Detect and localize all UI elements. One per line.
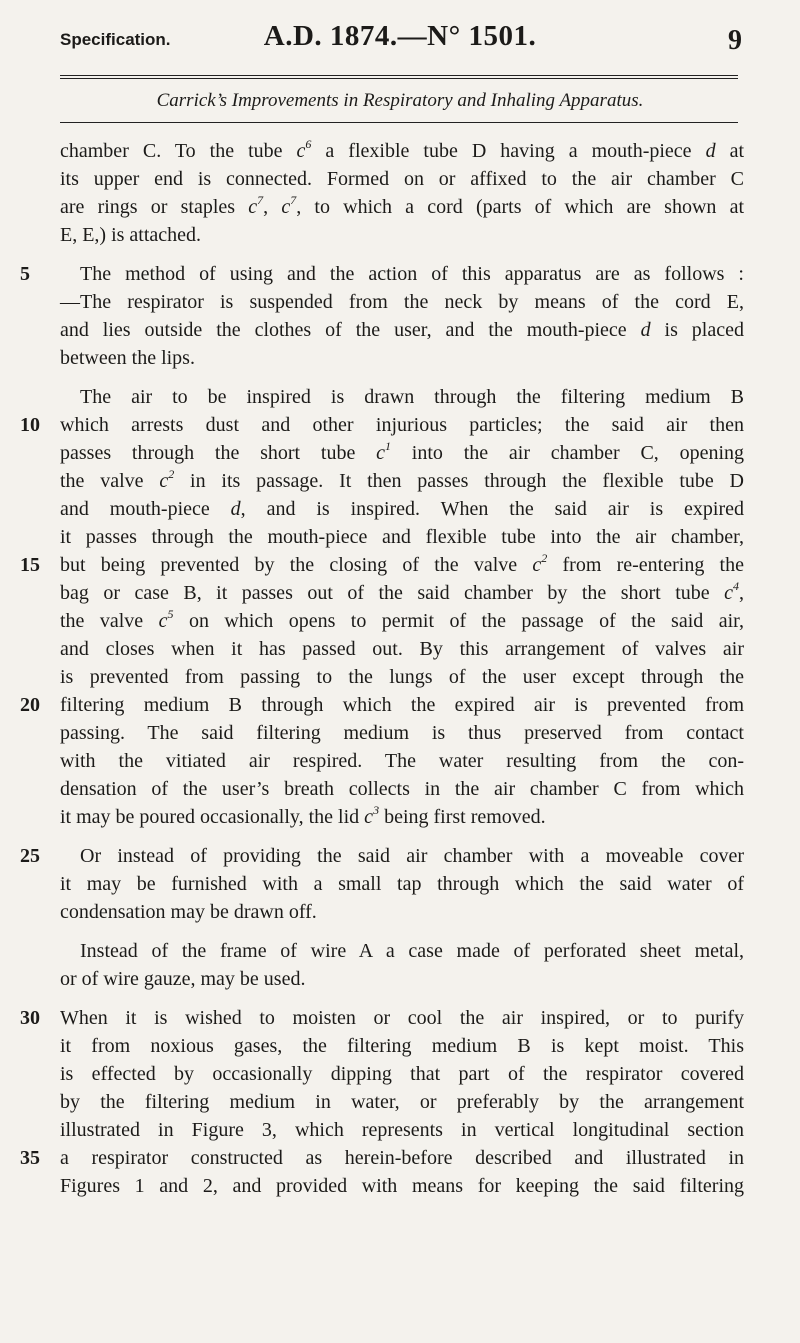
text-line: is prevented from passing to the lungs of the user except through the	[60, 666, 744, 688]
text-line: Figures 1 and 2, and provided with means for keeping the said filtering	[60, 1175, 744, 1197]
text-line: it may be furnished with a small tap through which the said water of	[60, 873, 744, 895]
header-specification-label: Specification.	[60, 30, 171, 49]
text-line: and lies outside the clothes of the user, and the mouth-piece d is placed	[60, 319, 744, 341]
text-line: Instead of the frame of wire A a case made of perforated sheet metal,	[80, 940, 744, 962]
text-line: and closes when it has passed out. By this arrangement of valves air	[60, 638, 744, 660]
text-line: it may be poured occasionally, the lid $c^3$ being first removed.	[60, 803, 546, 828]
text-line: it passes through the mouth-piece and flexible tube into the air chamber,	[60, 526, 744, 548]
text-line: is effected by occasionally dipping that part of the respirator covered	[60, 1063, 744, 1085]
text-line: When it is wished to moisten or cool the air inspired, or to purify	[60, 1007, 744, 1029]
margin-line-number: 5	[20, 263, 30, 285]
text-line: with the vitiated air respired. The water resulting from the con-	[60, 750, 744, 772]
text-line: passes through the short tube $c^1$ into the air chamber C, opening	[60, 439, 744, 464]
margin-line-number: 25	[20, 845, 40, 867]
margin-line-number: 20	[20, 694, 40, 716]
header-patent-number: A.D. 1874.—N° 1501.	[263, 20, 537, 52]
text-line: illustrated in Figure 3, which represents in vertical longitudinal section	[60, 1119, 744, 1141]
margin-line-number: 35	[20, 1147, 40, 1169]
margin-line-number: 10	[20, 414, 40, 436]
text-line: a respirator constructed as herein-before described and illustrated in	[60, 1147, 744, 1169]
margin-line-number: 30	[20, 1007, 40, 1029]
text-line: filtering medium B through which the expired air is prevented from	[60, 694, 744, 716]
text-line: but being prevented by the closing of the valve $c^2$ from re-entering the	[60, 551, 744, 576]
header-rule-top-inner	[60, 78, 738, 79]
text-line: passing. The said filtering medium is thus preserved from contact	[60, 722, 744, 744]
text-line: are rings or staples $c^7$, $c^7$, to which a cord (parts of which are shown at	[60, 193, 745, 218]
text-line: the valve $c^2$ in its passage. It then passes through the flexible tube D	[60, 467, 745, 492]
header-rule-bottom	[60, 122, 738, 123]
text-line: —The respirator is suspended from the neck by means of the cord E,	[60, 291, 744, 313]
text-line: densation of the user’s breath collects in the air chamber C from which	[60, 778, 744, 800]
running-title: Carrick’s Improvements in Respiratory and Inhaling Apparatus.	[156, 90, 644, 111]
text-line: The air to be inspired is drawn through the filtering medium B	[80, 386, 744, 408]
text-line: which arrests dust and other injurious particles; the said air then	[60, 414, 744, 436]
header-rule-top	[60, 75, 738, 76]
text-line: its upper end is connected. Formed on or affixed to the air chamber C	[60, 168, 744, 190]
text-line: Or instead of providing the said air chamber with a moveable cover	[80, 845, 744, 867]
text-line: The method of using and the action of this apparatus are as follows :	[80, 263, 744, 285]
text-line: chamber C. To the tube $c^6$ a flexible tube D having a mouth-piece d at	[60, 137, 744, 162]
text-line: the valve $c^5$ on which opens to permit of the passage of the said air,	[60, 607, 744, 632]
text-line: bag or case B, it passes out of the said chamber by the short tube $c^4$,	[60, 579, 744, 604]
text-line: and mouth-piece d, and is inspired. When the said air is expired	[60, 498, 744, 520]
text-line: E, E,) is attached.	[60, 224, 202, 246]
page-number: 9	[728, 25, 742, 56]
text-line: between the lips.	[60, 347, 195, 369]
margin-line-number: 15	[20, 554, 40, 576]
text-line: it from noxious gases, the filtering medium B is kept moist. This	[60, 1035, 744, 1057]
text-line: condensation may be drawn off.	[60, 901, 317, 923]
text-line: or of wire gauze, may be used.	[60, 968, 306, 990]
text-line: by the filtering medium in water, or preferably by the arrangement	[60, 1091, 744, 1113]
